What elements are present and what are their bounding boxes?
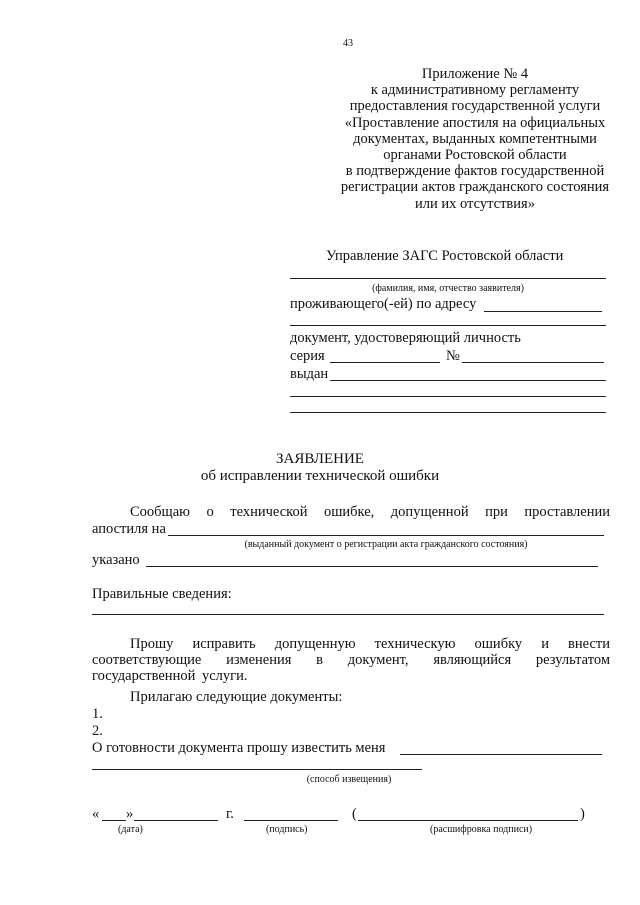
issued-label: выдан bbox=[290, 366, 329, 382]
date-day-field-line[interactable] bbox=[102, 820, 126, 821]
decode-caption: (расшифровка подписи) bbox=[430, 824, 533, 835]
appendix-line: «Проставление апостиля на официальных bbox=[344, 114, 606, 131]
statement-subtitle: об исправлении технической ошибки bbox=[200, 468, 440, 484]
appendix-line: к административному регламенту bbox=[370, 82, 580, 99]
appendix-header bbox=[330, 66, 620, 212]
correct-info-field-line[interactable] bbox=[92, 614, 604, 615]
id-doc-label: документ, удостоверяющий личность bbox=[290, 330, 521, 346]
indicated-field-line[interactable] bbox=[146, 566, 598, 567]
signature-field-line[interactable] bbox=[244, 820, 338, 821]
attach-label: Прилагаю следующие документы: bbox=[130, 689, 343, 705]
signature-decode-field-line[interactable] bbox=[358, 820, 578, 821]
request-paragraph: Прошу исправить допущенную техническую ошибку и внести соответствующие изменения в документ, являющийся результатом государственной услуги. bbox=[92, 636, 610, 684]
issued-field-line-3[interactable] bbox=[290, 412, 606, 413]
appendix-line: в подтверждение фактов государственной bbox=[345, 163, 605, 180]
notify-caption: (способ извещения) bbox=[306, 774, 392, 785]
report-line-2: апостиля на bbox=[92, 521, 166, 537]
paren-open: ( bbox=[352, 806, 357, 822]
notify-method-field-line[interactable] bbox=[92, 769, 422, 770]
number-label: № bbox=[446, 348, 460, 364]
office-name: Управление ЗАГС Ростовской области bbox=[326, 248, 564, 264]
address-field-line[interactable] bbox=[484, 311, 602, 312]
paren-close: ) bbox=[580, 806, 585, 822]
report-line-1: Сообщаю о технической ошибке, допущенной при проставлении bbox=[130, 504, 610, 520]
address-field-line-2[interactable] bbox=[290, 325, 606, 326]
date-quote-close: » bbox=[126, 806, 134, 822]
issued-field-line-2[interactable] bbox=[290, 396, 606, 397]
attach-item-1: 1. bbox=[92, 706, 103, 722]
page-number: 43 bbox=[343, 38, 353, 49]
notify-label: О готовности документа прошу известить меня bbox=[92, 740, 386, 756]
address-label: проживающего(-ей) по адресу bbox=[290, 296, 477, 312]
fio-caption: (фамилия, имя, отчество заявителя) bbox=[372, 283, 524, 294]
notify-field-line[interactable] bbox=[400, 754, 602, 755]
fio-field-line[interactable] bbox=[290, 278, 606, 279]
appendix-line: Приложение № 4 bbox=[421, 66, 529, 82]
appendix-line: регистрации актов гражданского состояния bbox=[340, 179, 610, 196]
statement-title: ЗАЯВЛЕНИЕ bbox=[276, 451, 364, 467]
appendix-line: органами Ростовской области bbox=[383, 147, 567, 164]
appendix-line: или их отсутствия» bbox=[415, 195, 535, 212]
year-label: г. bbox=[226, 806, 234, 822]
correct-info-label: Правильные сведения: bbox=[92, 586, 232, 602]
number-field-line[interactable] bbox=[462, 362, 604, 363]
date-quote-open: « bbox=[92, 806, 100, 822]
attach-item-2: 2. bbox=[92, 723, 103, 739]
date-month-field-line[interactable] bbox=[134, 820, 218, 821]
appendix-line: предоставления государственной услуги bbox=[349, 98, 601, 115]
sign-caption: (подпись) bbox=[266, 824, 308, 835]
apostille-doc-field-line[interactable] bbox=[168, 535, 604, 536]
doc-caption: (выданный документ о регистрации акта гражданского состояния) bbox=[244, 539, 528, 550]
indicated-label: указано bbox=[92, 552, 140, 568]
issued-field-line[interactable] bbox=[330, 380, 606, 381]
date-caption: (дата) bbox=[118, 824, 143, 835]
series-field-line[interactable] bbox=[330, 362, 440, 363]
series-label: серия bbox=[290, 348, 325, 364]
appendix-line: документах, выданных компетентными bbox=[353, 130, 597, 147]
